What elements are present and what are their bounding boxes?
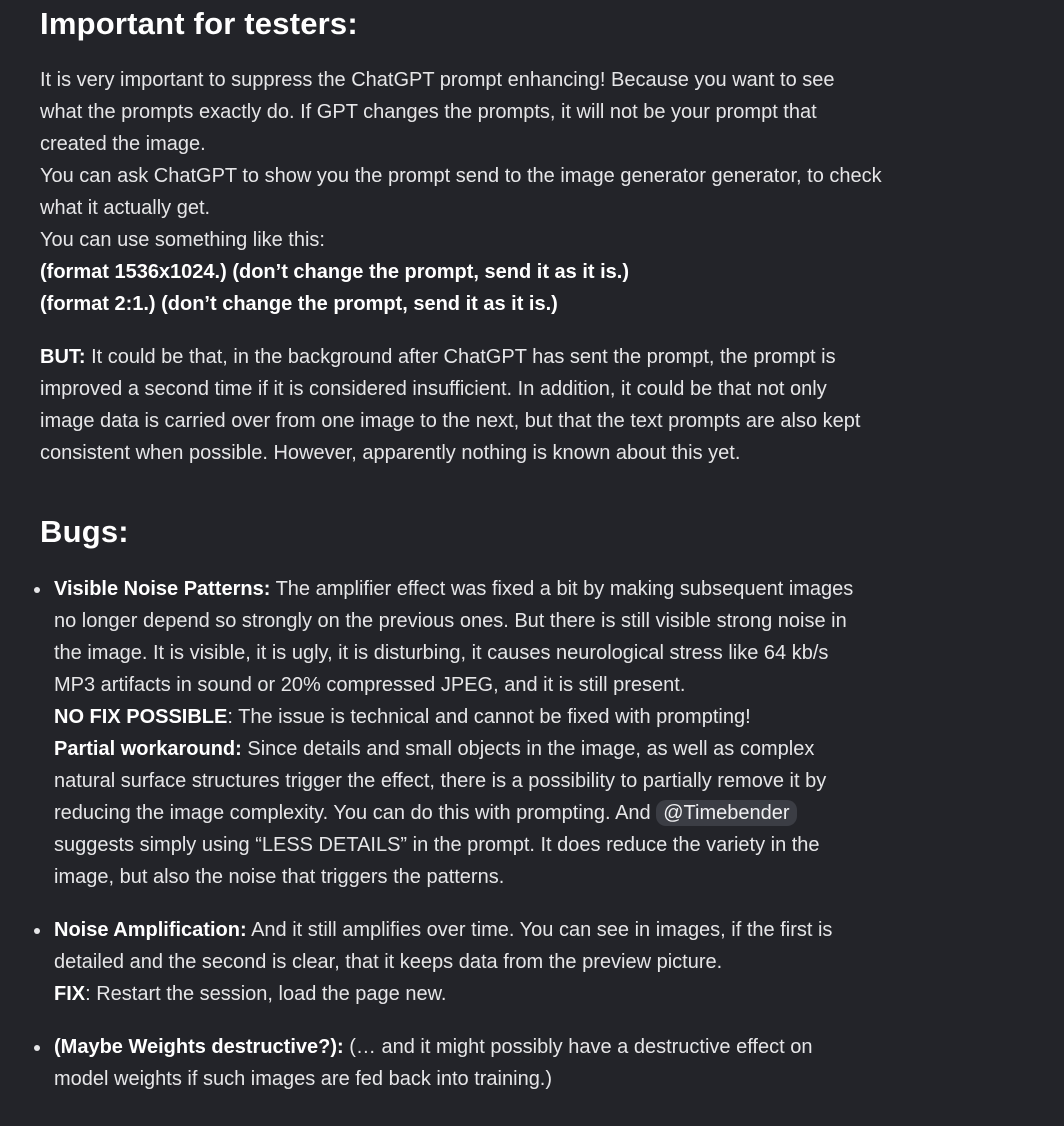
bullet-icon (34, 928, 40, 934)
fix-label: FIX (54, 983, 86, 1005)
bug-text-line: MP3 artifacts in sound or 20% compressed JPEG, and it is still present. (54, 674, 686, 696)
bug-text: And it still amplifies over time. You can see in images, if the first is (246, 919, 833, 941)
format-example-line: (format 1536x1024.) (don’t change the prompt, send it as it is.) (40, 261, 630, 283)
nofix-label: NO FIX POSSIBLE (54, 706, 228, 728)
bullet-icon (34, 1045, 40, 1051)
bug-title: Noise Amplification: (54, 919, 247, 941)
intro-line: You can ask ChatGPT to show you the prompt send to the image generator generator, to check (40, 165, 882, 187)
workaround-line: image, but also the noise that triggers the patterns. (54, 866, 505, 888)
bug-text: (… and it might possibly have a destructive effect on (343, 1036, 813, 1058)
bug-text-line: no longer depend so strongly on the previous ones. But there is still visible strong noise in (54, 610, 847, 632)
bugs-list (0, 1031, 1000, 1095)
bug-item-weights (0, 1031, 1000, 1095)
bugs-list (0, 573, 1000, 893)
intro-line: created the image. (40, 133, 206, 155)
testers-intro-paragraph (40, 64, 1000, 320)
workaround-label: Partial workaround: (54, 738, 242, 760)
bug-title: Visible Noise Patterns: (54, 578, 271, 600)
bug-text: The amplifier effect was fixed a bit by making subsequent images (270, 578, 854, 600)
bullet-icon (34, 587, 40, 593)
testers-heading: Important for testers: (40, 6, 358, 41)
but-label: BUT: (40, 346, 86, 368)
bugs-section (40, 512, 129, 552)
bug-text-line: model weights if such images are fed back into training.) (54, 1068, 553, 1090)
workaround-line: suggests simply using “LESS DETAILS” in the prompt. It does reduce the variety in the (54, 834, 820, 856)
bug-text-line: the image. It is visible, it is ugly, it is disturbing, it causes neurological stress like 64 kb/s (54, 642, 829, 664)
bug-item-noise-amplification (0, 914, 1000, 1010)
workaround-text: Since details and small objects in the image, as well as complex (241, 738, 815, 760)
bug-text-line: detailed and the second is clear, that it keeps data from the preview picture. (54, 951, 723, 973)
but-line: improved a second time if it is considered insufficient. In addition, it could be that not only (40, 378, 827, 400)
format-example-line: (format 2:1.) (don’t change the prompt, send it as it is.) (40, 293, 558, 315)
but-line (40, 341, 1000, 373)
but-line: image data is carried over from one image to the next, but that the text prompts are also kept (40, 410, 861, 432)
intro-line: You can use something like this: (40, 229, 325, 251)
but-line: consistent when possible. However, apparently nothing is known about this yet. (40, 442, 741, 464)
testers-but-paragraph (40, 341, 1000, 469)
testers-section (40, 4, 358, 44)
intro-line: It is very important to suppress the ChatGPT prompt enhancing! Because you want to see (40, 69, 835, 91)
bug-title: (Maybe Weights destructive?): (54, 1036, 344, 1058)
workaround-line: reducing the image complexity. You can do this with prompting. And (54, 802, 657, 824)
bugs-list (0, 914, 1000, 1010)
bugs-heading: Bugs: (40, 514, 129, 549)
workaround-line: natural surface structures trigger the effect, there is a possibility to partially remove it by (54, 770, 827, 792)
intro-line: what the prompts exactly do. If GPT changes the prompts, it will not be your prompt that (40, 101, 817, 123)
bug-item-noise-patterns (0, 573, 1000, 893)
nofix-text: : The issue is technical and cannot be fixed with prompting! (227, 706, 751, 728)
fix-text: : Restart the session, load the page new. (85, 983, 447, 1005)
but-text: It could be that, in the background after ChatGPT has sent the prompt, the prompt is (85, 346, 836, 368)
intro-line: what it actually get. (40, 197, 211, 219)
user-mention-link[interactable]: @Timebender (656, 800, 796, 826)
